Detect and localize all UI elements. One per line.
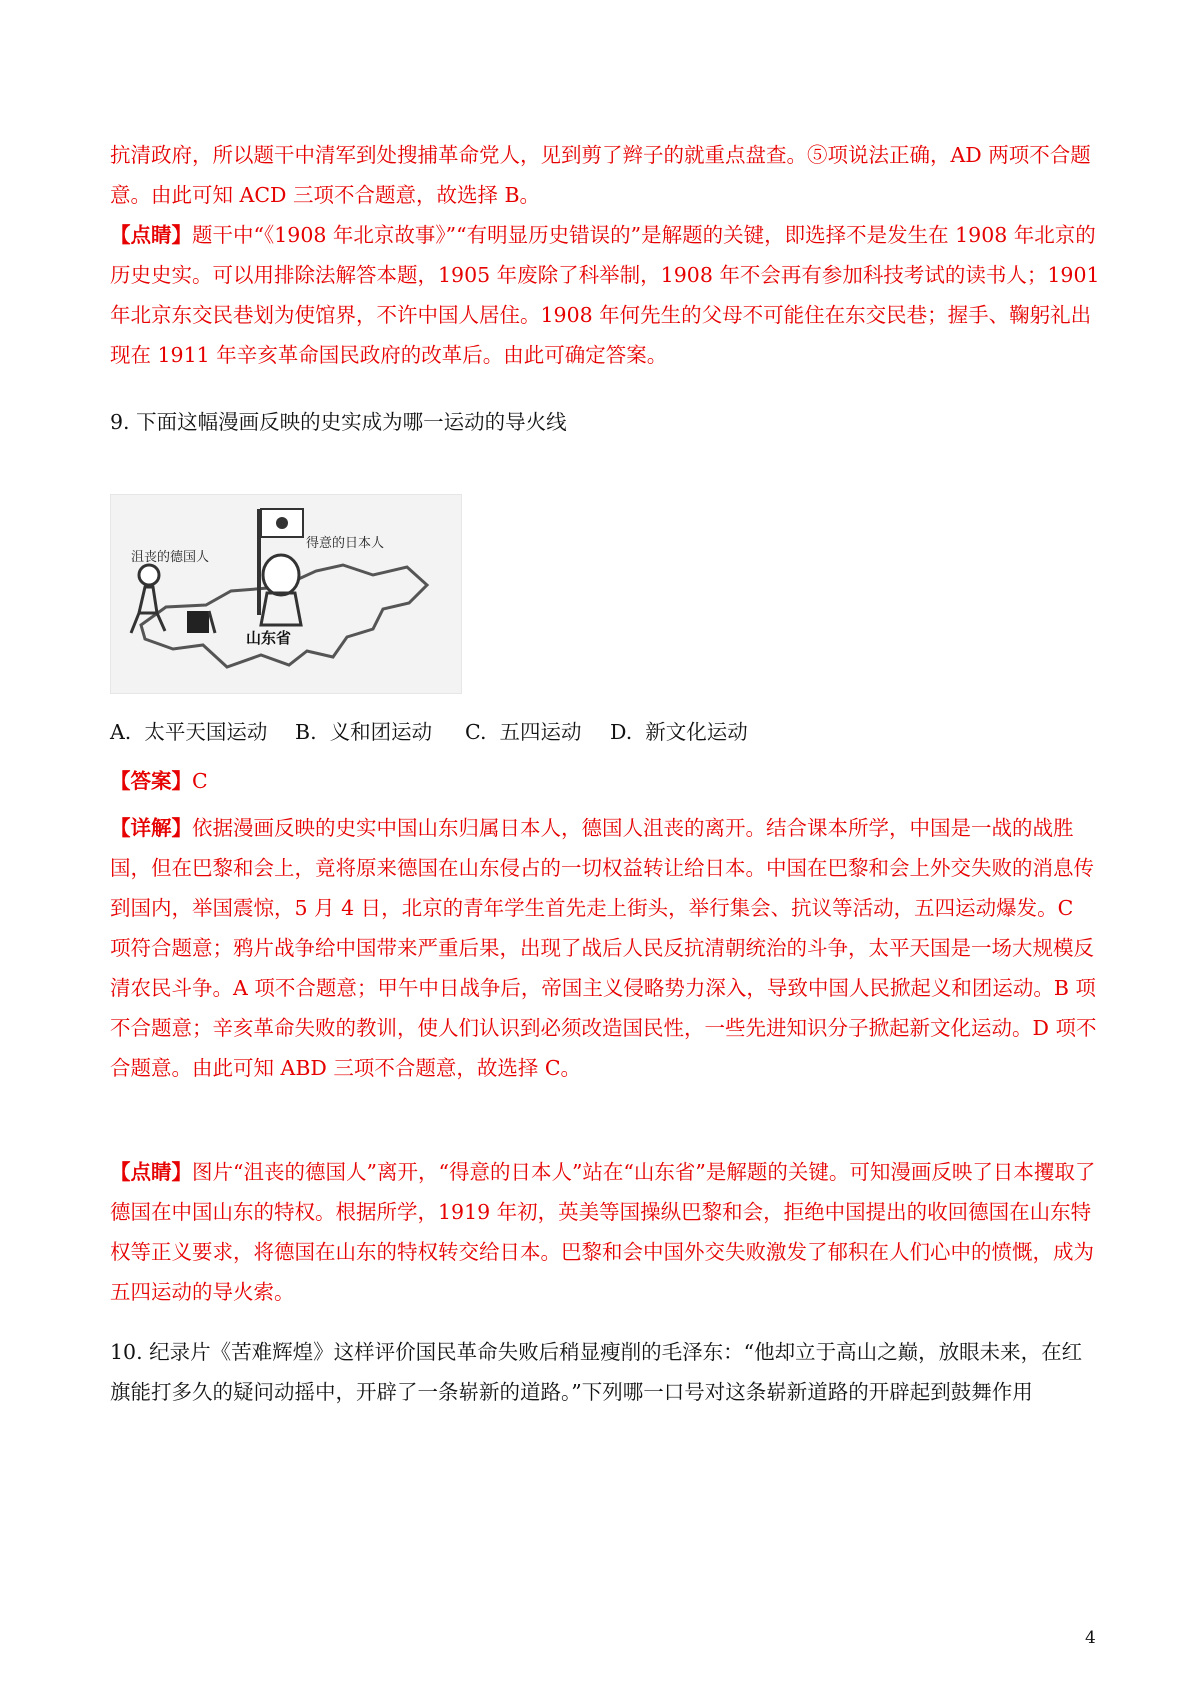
- question-10: [110, 1332, 1100, 1412]
- paragraph-explanation-end: [110, 135, 1100, 215]
- german-figure-head: [139, 565, 159, 585]
- flag-sun: [276, 517, 288, 529]
- option-a: [110, 712, 267, 752]
- cartoon-image: [110, 494, 462, 694]
- option-letter: D.: [610, 720, 633, 744]
- option-text: 义和团运动: [329, 720, 433, 744]
- answer-value: C: [192, 769, 208, 793]
- german-flag: [187, 611, 209, 633]
- point-label: 【点睛】: [110, 1160, 192, 1184]
- paragraph-text: 题干中“《1908 年北京故事》”“有明显历史错误的”是解题的关键，即选择不是发生在 1908 年北京的历史史实。可以用排除法解答本题，1905 年废除了科举制，1908 年不会再有参加科技考试的读书人；1901 年北京东交民巷划为使馆界，不许中国人居住。1908 年何先生的父母不可能住在东交民巷；握手、鞠躬礼出现在 1911 年辛亥革命国民政府的改革后。由此可确定答案。: [110, 223, 1100, 367]
- option-letter: B.: [295, 720, 317, 744]
- label-german: 沮丧的德国人: [131, 550, 210, 565]
- question-9-options: [110, 712, 1100, 752]
- paragraph-point-q8: [110, 215, 1100, 375]
- page-number: 4: [1085, 1628, 1096, 1648]
- japanese-figure-head: [263, 555, 299, 595]
- paragraph-text: 图片“沮丧的德国人”离开，“得意的日本人”站在“山东省”是解题的关键。可知漫画反映了日本攫取了德国在中国山东的特权。根据所学，1919 年初，英美等国操纵巴黎和会，拒绝中国提出的收回德国在山东特权等正义要求，将德国在山东的特权转交给日本。巴黎和会中国外交失败激发了郁积在人们心中的愤慨，成为五四运动的导火索。: [110, 1160, 1096, 1304]
- question-text: 10. 纪录片《苦难辉煌》这样评价国民革命失败后稍显瘦削的毛泽东：“他却立于高山之巅，放眼未来，在红旗能打多久的疑问动摇中，开辟了一条崭新的道路。”下列哪一口号对这条崭新道路的开辟起到鼓舞作用: [110, 1340, 1083, 1404]
- answer-line: [110, 761, 1100, 801]
- label-shandong: 山东省: [246, 629, 292, 647]
- option-letter: C.: [465, 720, 487, 744]
- option-d: [610, 712, 748, 752]
- paragraph-text: 依据漫画反映的史实中国山东归属日本人，德国人沮丧的离开。结合课本所学，中国是一战的战胜国，但在巴黎和会上，竟将原来德国在山东侵占的一切权益转让给日本。中国在巴黎和会上外交失败的消息传到国内，举国震惊，5 月 4 日，北京的青年学生首先走上街头，举行集会、抗议等活动，五四运动爆发。C 项符合题意；鸦片战争给中国带来严重后果，出现了战后人民反抗清朝统治的斗争，太平天国是一场大规模反清农民斗争。A 项不合题意；甲午中日战争后，帝国主义侵略势力深入，导致中国人民掀起义和团运动。B 项不合题意；辛亥革命失败的教训，使人们认识到必须改造国民性，一些先进知识分子掀起新文化运动。D 项不合题意。由此可知 ABD 三项不合题意，故选择 C。: [110, 816, 1097, 1080]
- option-letter: A.: [110, 720, 132, 744]
- paragraph-point-q9: [110, 1152, 1100, 1312]
- option-text: 新文化运动: [645, 720, 748, 744]
- detail-label: 【详解】: [110, 816, 192, 840]
- cartoon-drawing: [111, 495, 461, 693]
- label-japanese: 得意的日本人: [306, 536, 385, 551]
- option-c: [465, 712, 582, 752]
- point-label: 【点睛】: [110, 223, 192, 247]
- paragraph-text: 抗清政府，所以题干中清军到处搜捕革命党人，见到剪了辫子的就重点盘查。⑤项说法正确，AD 两项不合题意。由此可知 ACD 三项不合题意，故选择 B。: [110, 143, 1091, 207]
- option-b: [295, 712, 432, 752]
- answer-label: 【答案】: [110, 769, 192, 793]
- paragraph-detail-q9: [110, 808, 1100, 1088]
- option-text: 太平天国运动: [144, 720, 268, 744]
- question-9: [110, 402, 1100, 442]
- japanese-figure-body: [261, 593, 301, 625]
- question-text: 9. 下面这幅漫画反映的史实成为哪一运动的导火线: [110, 410, 567, 434]
- option-text: 五四运动: [499, 720, 582, 744]
- german-flagpole: [209, 611, 215, 633]
